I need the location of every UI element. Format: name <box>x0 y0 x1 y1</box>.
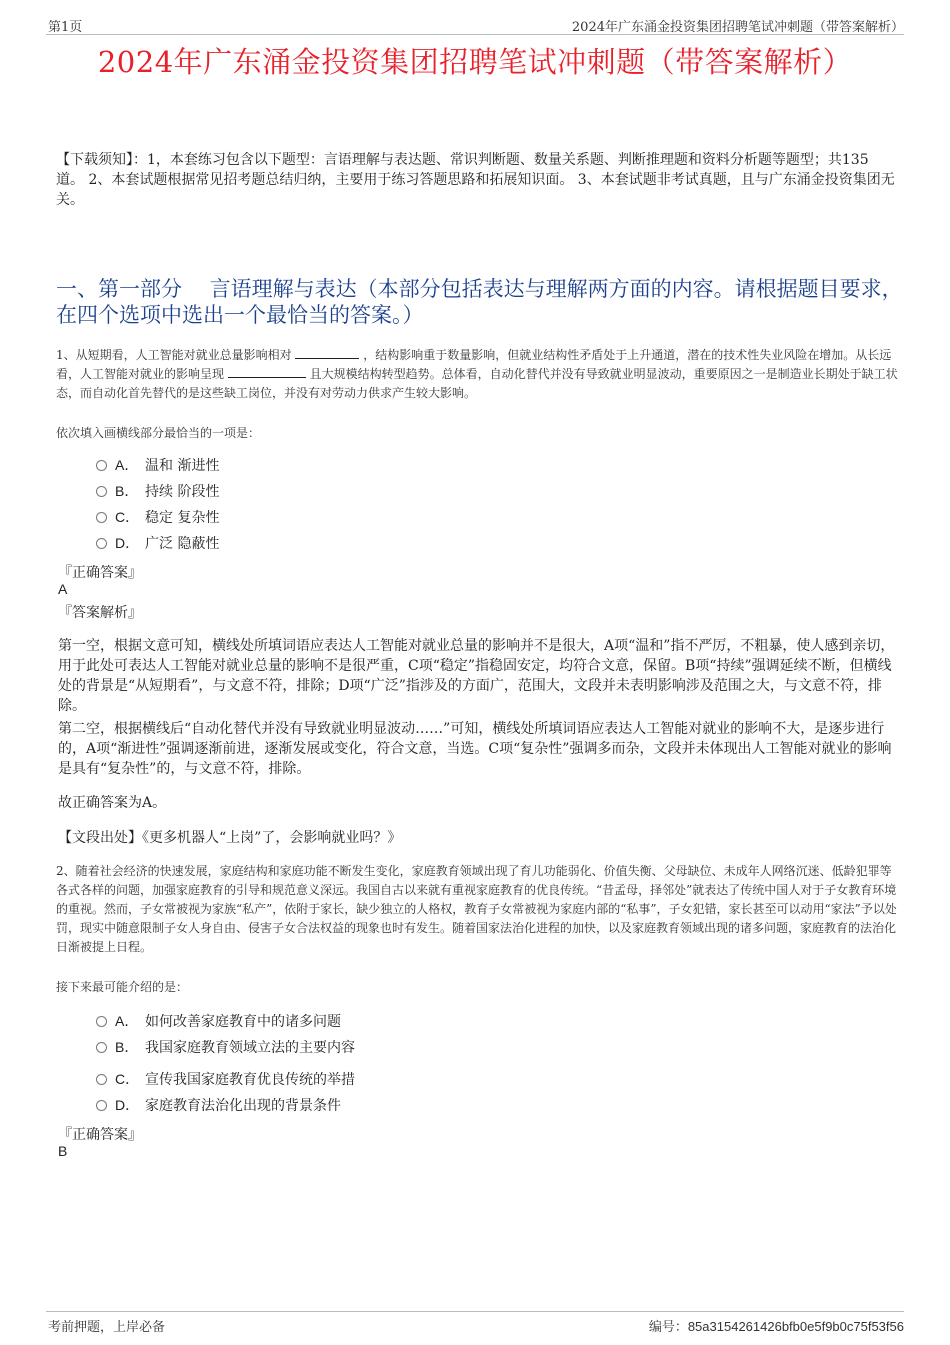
radio-icon[interactable] <box>96 460 107 471</box>
page-footer <box>46 1311 904 1335</box>
footer-slogan: 考前押题，上岸必备 <box>48 1320 166 1335</box>
radio-icon[interactable] <box>96 1100 107 1111</box>
radio-icon[interactable] <box>96 1016 107 1027</box>
footer-code: 编号：85a3154261426bfb0e5f9b0c75f53f56 <box>648 1319 904 1335</box>
question-1-prompt: 依次填入画横线部分最恰当的一项是： <box>56 426 261 440</box>
question-1-option-b[interactable]: B． 持续 阶段性 <box>96 481 219 501</box>
page-header <box>46 14 904 35</box>
question-1-analysis-paragraph-1: 第一空，根据文意可知，横线处所填词语应表达人工智能对就业总量的影响并不是很大，A项“温和”指不严厉，不粗暴，使人感到亲切，用于此处可表达人工智能对就业总量的影响不是很严重，C项“稳定”指稳固安定，均符合文意，保留。B项“持续”强调延续不断，但横线处的背景是“从短期看”，与文意不符，排除；D项“广泛”指涉及的方面广，范围大，文段并未表明影响涉及范围之大，与文意不符，排除。 <box>58 638 895 714</box>
question-2-answer: B <box>58 1143 68 1159</box>
question-2-stem: 2、随着社会经济的快速发展，家庭结构和家庭功能不断发生变化，家庭教育领域出现了育儿功能弱化、价值失衡、父母缺位、未成年人网络沉迷、低龄犯罪等各式各样的问题，加强家庭教育的引导和规范意义深远。我国自古以来就有重视家庭教育的优良传统。“昔孟母，择邻处”就表达了传统中国人对于子女教育环境的重视。然而，子女常被视为家族“私产”，依附于家长，缺少独立的人格权，教育子女常被视为家庭内部的“私事”，子女犯错，家长甚至可以动用“家法”予以处罚，现实中随意限制子女人身自由、侵害子女合法权益的现象也时有发生。随着国家法治化进程的加快，以及家庭教育领域出现的诸多问题，家庭教育的法治化日渐被提上日程。 <box>56 864 897 954</box>
section-heading: 一、第一部分 言语理解与表达（本部分包括表达与理解两方面的内容。请根据题目要求，在四个选项中选出一个最恰当的答案。） <box>56 277 903 327</box>
radio-icon[interactable] <box>96 538 107 549</box>
question-2-option-d[interactable]: D． 家庭教育法治化出现的背景条件 <box>96 1095 341 1115</box>
question-2-answer-label: 『正确答案』 <box>58 1127 142 1143</box>
download-notice: 【下载须知】：1，本套练习包含以下题型：言语理解与表达题、常识判断题、数量关系题、判断推理题和资料分析题等题型；共135道。 2、本套试题根据常见招考题总结归纳，主要用于练习答题思路和拓展知识面。 3、本套试题非考试真题，且与广东涌金投资集团无关。 <box>56 152 895 208</box>
fill-blank-2 <box>228 365 306 378</box>
question-1-analysis-paragraph-2: 第二空，根据横线后“自动化替代并没有导致就业明显波动……”可知，横线处所填词语应表达人工智能对就业的影响不大，是逐步进行的，A项“渐进性”强调逐渐前进，逐渐发展或变化，符合文意，当选。C项“复杂性”强调多而杂，文段并未体现出人工智能对就业的影响是具有“复杂性”的，与文意不符，排除。 <box>58 721 892 777</box>
question-2-option-b[interactable]: B． 我国家庭教育领域立法的主要内容 <box>96 1037 355 1057</box>
question-1-analysis-label: 『答案解析』 <box>58 605 142 621</box>
fill-blank-1 <box>295 346 359 359</box>
radio-icon[interactable] <box>96 1042 107 1053</box>
radio-icon[interactable] <box>96 486 107 497</box>
question-1-option-c[interactable]: C． 稳定 复杂性 <box>96 507 219 527</box>
document-title: 2024年广东涌金投资集团招聘笔试冲刺题（带答案解析） <box>97 45 853 79</box>
question-1-stem <box>56 346 901 403</box>
question-1-source: 【文段出处】《更多机器人“上岗”了，会影响就业吗？》 <box>58 830 402 846</box>
question-2-prompt: 接下来最可能介绍的是： <box>56 980 189 994</box>
question-1-answer-label: 『正确答案』 <box>58 565 142 581</box>
question-1-stem-part-c: 且大规模结构转型趋势。总体看，自动化替代并没有导致就业明显波动，重要原因之一是制造业长期处于缺工状态，而自动化首先替代的是这些缺工岗位，并没有对劳动力供求产生较大影响。 <box>56 367 898 400</box>
question-1-option-a[interactable]: A． 温和 渐进性 <box>96 455 219 475</box>
question-1-stem-part-a: 1、从短期看，人工智能对就业总量影响相对 <box>56 348 292 362</box>
question-2-option-a[interactable]: A． 如何改善家庭教育中的诸多问题 <box>96 1011 341 1031</box>
question-2-option-c[interactable]: C． 宣传我国家庭教育优良传统的举措 <box>96 1069 355 1089</box>
radio-icon[interactable] <box>96 512 107 523</box>
page-number: 第1页 <box>48 20 83 35</box>
radio-icon[interactable] <box>96 1074 107 1085</box>
question-1-conclusion: 故正确答案为A。 <box>58 795 167 811</box>
question-1-answer: A <box>58 581 68 597</box>
header-doc-title: 2024年广东涌金投资集团招聘笔试冲刺题（带答案解析） <box>571 20 904 35</box>
question-1-option-d[interactable]: D． 广泛 隐蔽性 <box>96 533 219 553</box>
question-1-stem-part-b: ，结构影响重于数量影响，但就业结构性矛盾处于上升通道，潜在的技术性失业风险在增加。从长远看，人工智能对就业的影响呈现 <box>56 348 892 381</box>
